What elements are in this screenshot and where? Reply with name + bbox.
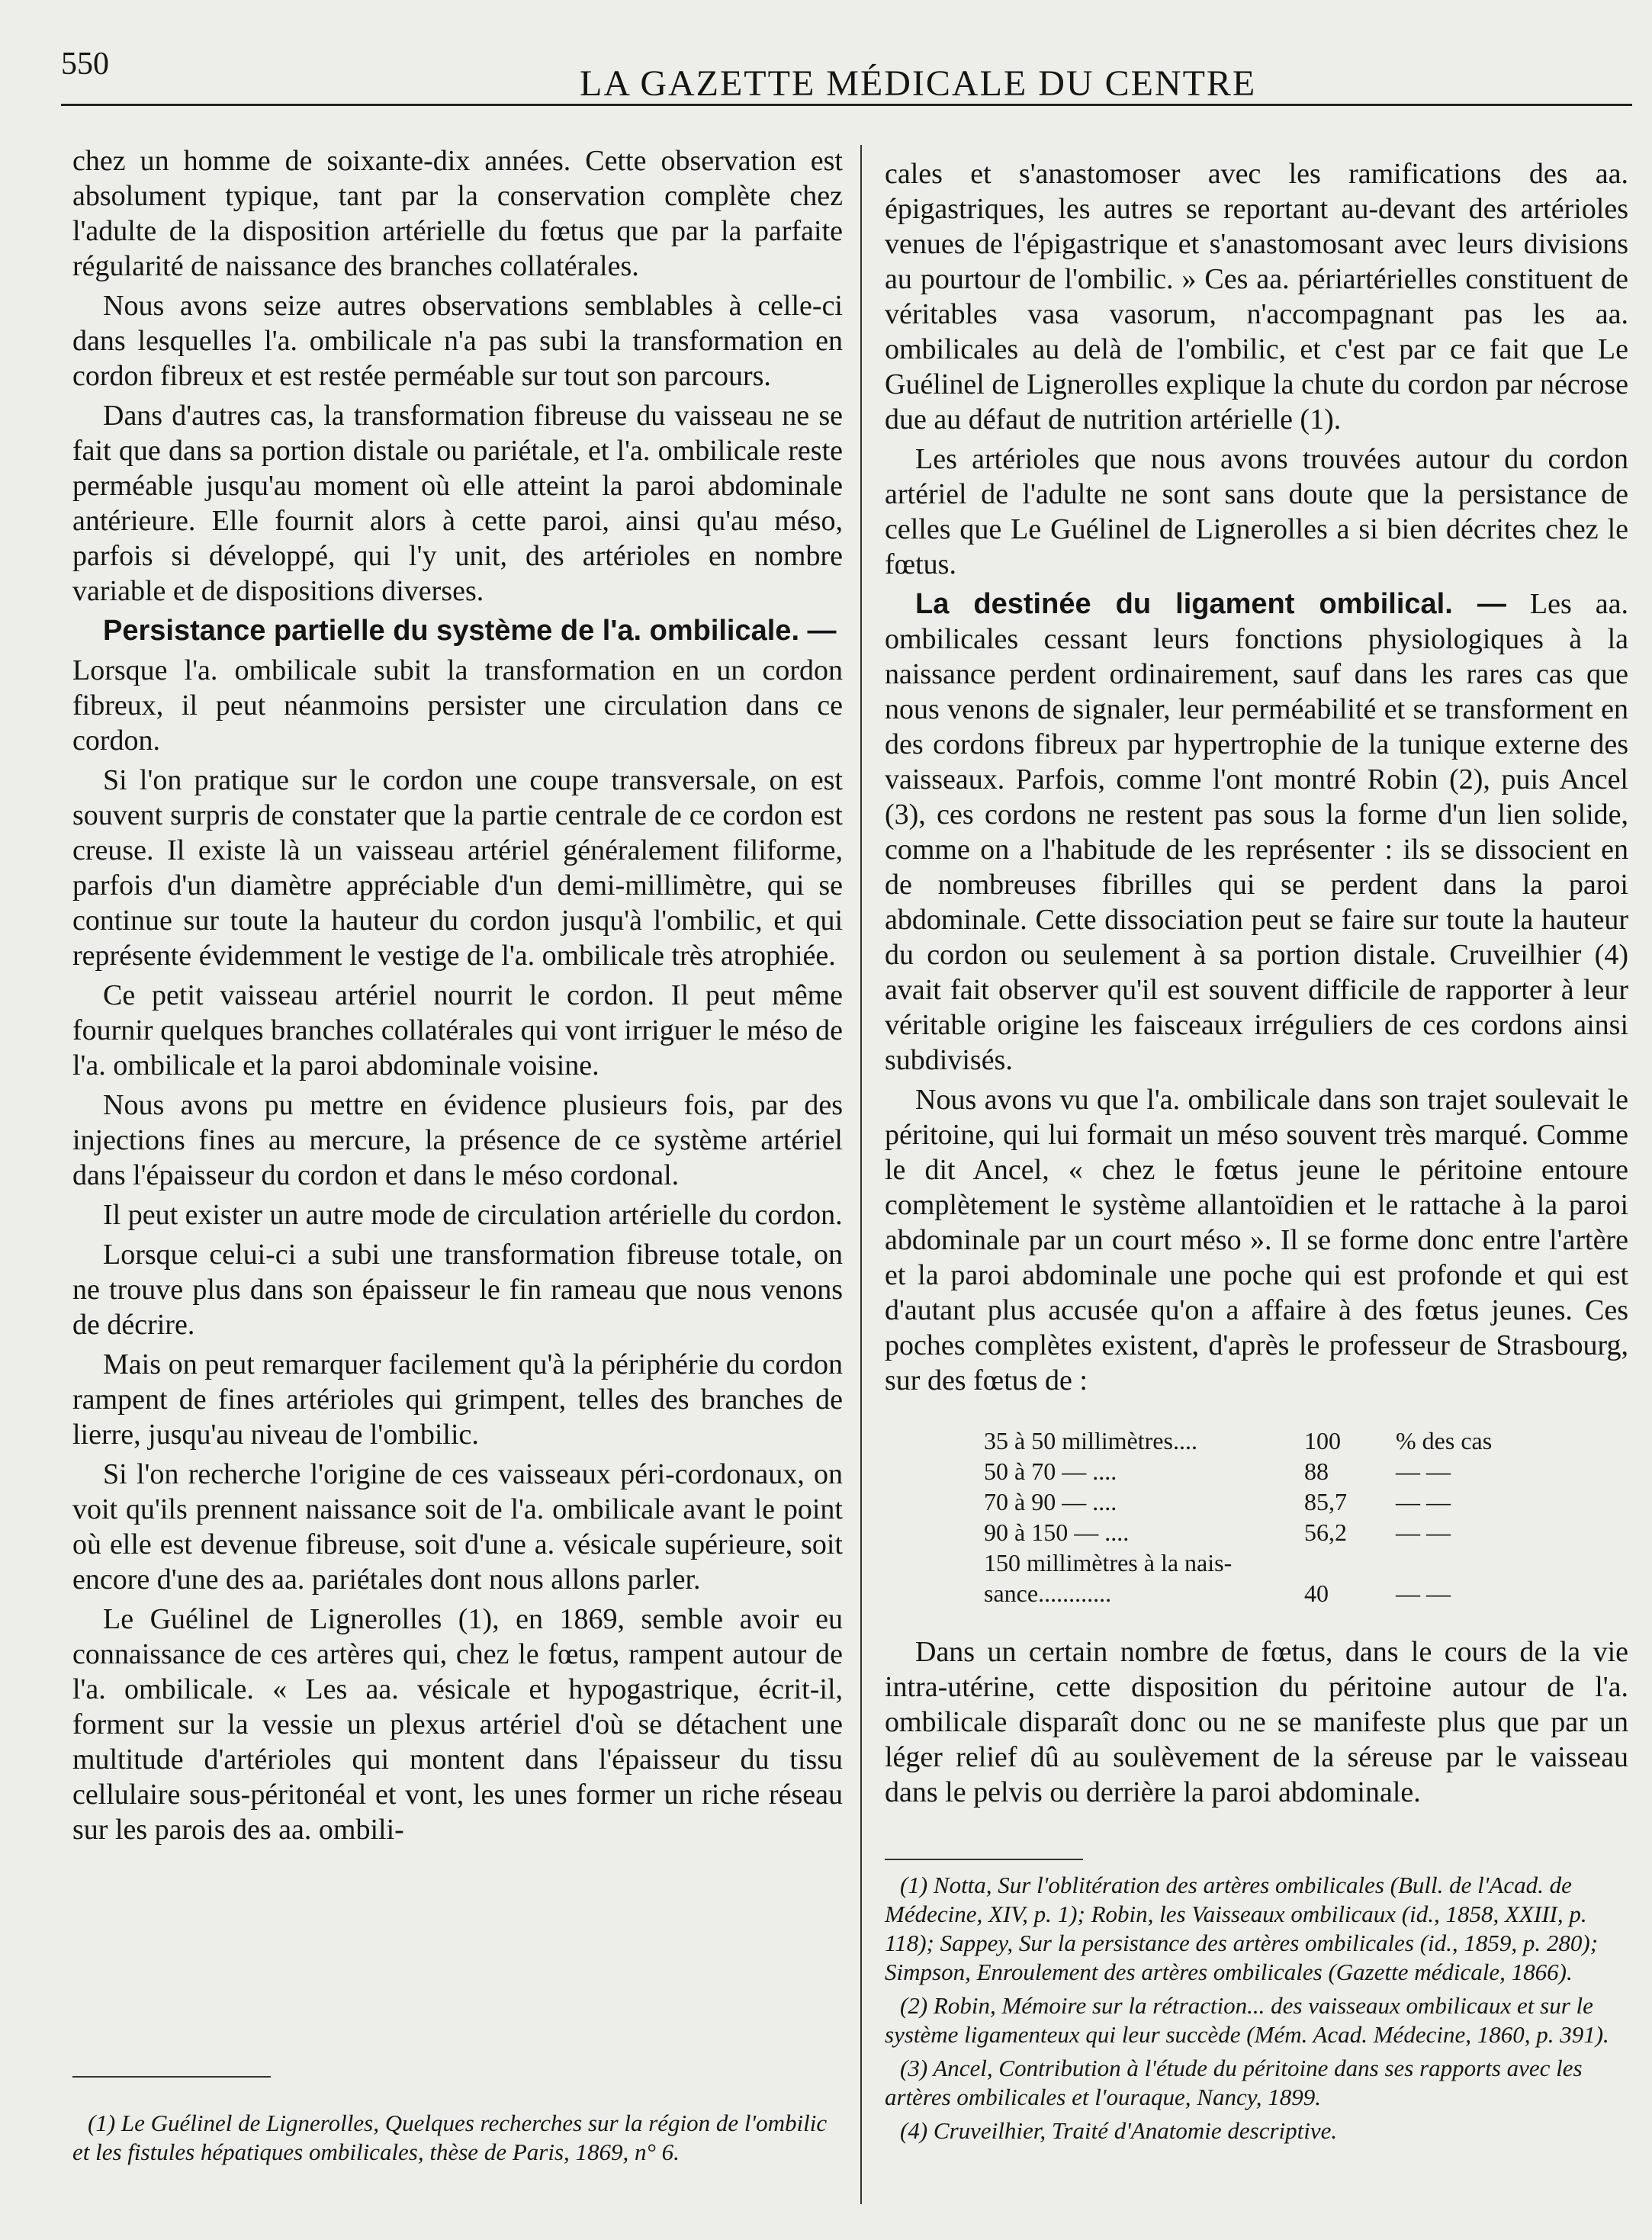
paragraph: Nous avons seize autres observations semblables à celle-ci dans lesquelles l'a. ombilicale n'a pas subi la transformation en cordon fibreux et est restée perméable sur tout son parcours. xyxy=(72,290,843,392)
footnote: (3) Ancel, Contribution à l'étude du péritoine dans ses rapports avec les artères ombilicales et l'ouraque, Nancy, 1899. xyxy=(885,2055,1583,2110)
paragraph: Nous avons vu que l'a. ombilicale dans son trajet soulevait le péritoine, qui lui formait un méso souvent très marqué. Comme le dit Ancel, « chez le fœtus jeune le péritoine entoure complètement le système allantoïdien et le rattache à la paroi abdominale par un court méso ». Il se forme donc entre l'artère et la paroi abdominale une poche qui est profonde et qui est d'autant plus accusée qu'on a affaire à des fœtus jeunes. Ces poches complètes existent, d'après le professeur de Strasbourg, sur des fœtus de : xyxy=(885,1084,1628,1396)
right-column xyxy=(885,156,1628,2148)
paragraph: Lorsque celui-ci a subi une transformation fibreuse totale, on ne trouve plus dans son épaisseur le fin rameau que nous venons de décrire. xyxy=(72,1239,843,1341)
page-header xyxy=(61,46,1632,107)
table-cell-unit: — — xyxy=(1396,1580,1451,1607)
paragraph: Si l'on pratique sur le cordon une coupe transversale, on est souvent surpris de constater que la partie centrale de ce cordon est creuse. Il existe là un vaisseau artériel généralement filiforme, parfois d'un diamètre appréciable d'un demi-millimètre, qui se continue sur toute la hauteur du cordon jusqu'à l'ombilic, et qui représente évidemment le vestige de l'a. ombilicale très atrophiée. xyxy=(72,764,843,972)
footnote-rule xyxy=(885,1859,1083,1860)
section-text: Les aa. ombilicales cessant leurs fonctions physiologiques à la naissance perdent ordinairement, sauf dans les rares cas que nous venons de signaler, leur perméabilité et se transforment en des cordons fibreux par hypertrophie de la tunique externe des vaisseaux. Parfois, comme l'ont montré Robin (2), puis Ancel (3), ces cordons ne restent pas sous la forme d'un lien solide, comme on a l'habitude de les représenter : ils se dissocient en de nombreuses fibrilles qui se perdent dans la paroi abdominale. Cette dissociation peut se faire sur toute la hauteur du cordon ou seulement à sa portion distale. Cruveilhier (4) avait fait observer qu'il est souvent difficile de rapporter à leur véritable origine les faisceaux irréguliers de ces cordons ainsi subdivisés. xyxy=(885,588,1629,1076)
section-heading: La destinée du ligament ombilical. — xyxy=(915,588,1506,620)
footnotes-right xyxy=(885,1859,1628,2145)
table-cell-value: 100 xyxy=(1304,1427,1341,1454)
table-cell-range: 150 millimètres à la nais- xyxy=(984,1549,1233,1576)
paragraph: Le Guélinel de Lignerolles (1), en 1869, semble avoir eu connaissance de ces artères qui, chez le fœtus, rampent autour de l'a. ombilicale. « Les aa. vésicale et hypogastrique, écrit-il, forment sur la vessie un plexus artériel d'où se détachent une multitude d'artérioles qui montent dans l'épaisseur du tissu cellulaire sous-péritonéal et vont, les unes former un riche réseau sur les parois des aa. ombili- xyxy=(72,1603,843,1846)
footnotes-left xyxy=(72,2109,843,2170)
table-row xyxy=(984,1517,1579,1547)
paragraph: Dans d'autres cas, la transformation fibreuse du vaisseau ne se fait que dans sa portion distale ou pariétale, et l'a. ombilicale reste perméable jusqu'au moment où elle atteint la paroi abdominale antérieure. Elle fournit alors à cette paroi, ainsi qu'au méso, parfois si développé, qui l'y unit, des artérioles en nombre variable et de dispositions diverses. xyxy=(72,400,843,607)
table-cell-value xyxy=(1304,1547,1396,1578)
paragraph: cales et s'anastomoser avec les ramifications des aa. épigastriques, les autres se reportant au-devant des artérioles venues de l'épigastrique et s'anastomosant avec leurs divisions au pourtour de l'ombilic. » Ces aa. périartérielles constituent de véritables vasa vasorum, n'accompagnant pas les aa. ombilicales au delà de l'ombilic, et c'est par ce fait que Le Guélinel de Lignerolles explique la chute du cordon par nécrose due au défaut de nutrition artérielle (1). xyxy=(885,158,1628,435)
footnote: (1) Le Guélinel de Lignerolles, Quelques recherches sur la région de l'ombilic et les fistules hépatiques ombilicales, thèse de Paris, 1869, n° 6. xyxy=(72,2110,828,2165)
page-number: 550 xyxy=(61,47,109,82)
table-cell-range: 70 à 90 — .... xyxy=(984,1488,1117,1515)
table-cell-range: 35 à 50 millimètres.... xyxy=(984,1427,1197,1454)
footnote: (4) Cruveilhier, Traité d'Anatomie descriptive. xyxy=(900,2117,1338,2144)
table-row xyxy=(984,1578,1579,1608)
table-cell-range: 90 à 150 — .... xyxy=(984,1519,1130,1546)
table-row xyxy=(984,1456,1579,1486)
paragraph: chez un homme de soixante-dix années. Cette observation est absolument typique, tant par la conservation complète chez l'adulte de la disposition artérielle du fœtus que par la parfaite régularité de naissance des branches collatérales. xyxy=(72,145,843,282)
left-column xyxy=(72,143,843,1847)
paragraph: Ce petit vaisseau artériel nourrit le cordon. Il peut même fournir quelques branches collatérales qui vont irriguer le méso de l'a. ombilicale et la paroi abdominale voisine. xyxy=(72,979,843,1081)
paragraph: Les artérioles que nous avons trouvées autour du cordon artériel de l'adulte ne sont sans doute que la persistance de celles que Le Guélinel de Lignerolles a si bien décrites chez le fœtus. xyxy=(885,443,1628,580)
table-row xyxy=(984,1547,1579,1578)
paragraph: Lorsque l'a. ombilicale subit la transformation en un cordon fibreux, il peut néanmoins persister une circulation dans ce cordon. xyxy=(72,654,843,757)
footnote: (2) Robin, Mémoire sur la rétraction... des vaisseaux ombilicaux et sur le système ligamenteux qui leur succède (Mém. Acad. Médecine, 1860, p. 391). xyxy=(885,1992,1609,2048)
paragraph: Il peut exister un autre mode de circulation artérielle du cordon. xyxy=(103,1199,843,1231)
table-row xyxy=(984,1425,1579,1456)
footnote-rule xyxy=(72,2076,271,2078)
table-cell-range: sance............ xyxy=(984,1580,1112,1607)
paragraph: Nous avons pu mettre en évidence plusieurs fois, par des injections fines au mercure, la présence de ce système artériel dans l'épaisseur du cordon et dans le méso cordonal. xyxy=(72,1089,843,1191)
section-heading: Persistance partielle du système de l'a. ombilicale. — xyxy=(103,615,837,647)
section-paragraph xyxy=(885,587,1628,1078)
table-cell-value: 88 xyxy=(1304,1457,1329,1485)
paragraph: Mais on peut remarquer facilement qu'à la périphérie du cordon rampent de fines artérioles qui grimpent, telles des branches de lierre, jusqu'au niveau de l'ombilic. xyxy=(72,1348,843,1451)
table-cell-value: 56,2 xyxy=(1304,1519,1347,1546)
table-cell-range: 50 à 70 — .... xyxy=(984,1457,1117,1485)
section-heading-paragraph xyxy=(72,613,843,648)
table-row xyxy=(984,1486,1579,1517)
statistics-table xyxy=(984,1425,1579,1608)
column-divider xyxy=(860,145,862,2204)
running-title: LA GAZETTE MÉDICALE DU CENTRE xyxy=(580,63,1257,104)
header-rule xyxy=(61,104,1632,106)
paragraph: Si l'on recherche l'origine de ces vaisseaux péri-cordonaux, on voit qu'ils prennent naissance soit de l'a. ombilicale avant le point où elle est devenue fibreuse, soit d'une a. vésicale supérieure, soit encore d'une des aa. pariétales dont nous allons parler. xyxy=(72,1458,843,1596)
table-cell-unit xyxy=(1396,1547,1579,1578)
table-cell-unit: % des cas xyxy=(1396,1427,1493,1454)
table-cell-value: 85,7 xyxy=(1304,1488,1347,1515)
table-cell-value: 40 xyxy=(1304,1580,1329,1607)
table-cell-unit: — — xyxy=(1396,1457,1451,1485)
paragraph: Dans un certain nombre de fœtus, dans le cours de la vie intra-utérine, cette disposition du péritoine autour de l'a. ombilicale disparaît donc ou ne se manifeste plus que par un léger relief dû au soulèvement de la séreuse par le vaisseau dans le pelvis ou derrière la paroi abdominale. xyxy=(885,1636,1628,1808)
table-cell-unit: — — xyxy=(1396,1488,1451,1515)
table-cell-unit: — — xyxy=(1396,1519,1451,1546)
footnote: (1) Notta, Sur l'oblitération des artères ombilicales (Bull. de l'Acad. de Médecine, XIV, p. 1); Robin, les Vaisseaux ombilicaux (id., 1858, XXIII, p. 118); Sappey, Sur la persistance des artères ombilicales (id., 1859, p. 280); Simpson, Enroulement des artères ombilicales (Gazette médicale, 1866). xyxy=(885,1872,1599,1985)
